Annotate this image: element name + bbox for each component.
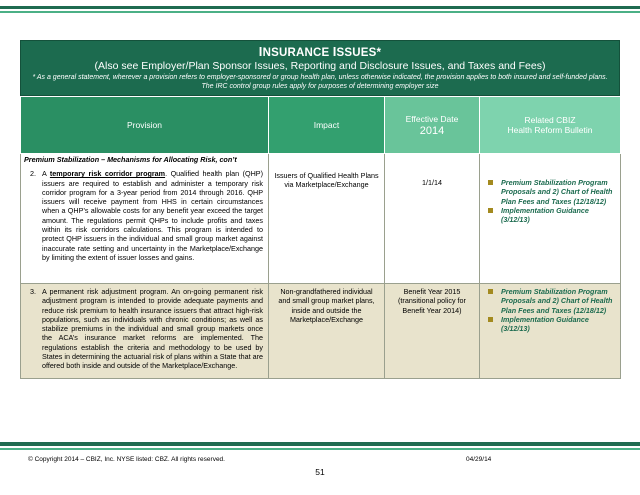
provision-cell [21, 154, 269, 284]
header-effective-date: Effective Date 2014 [385, 97, 480, 154]
bottom-stripe-dark [0, 442, 640, 446]
bulletin-link[interactable]: Implementation Guidance (3/12/13) [485, 315, 615, 334]
provision-cell [21, 284, 269, 379]
table-row [21, 284, 621, 379]
item-number: 3. [30, 287, 36, 296]
related-bulletin-cell [480, 154, 621, 284]
bottom-stripe-light [0, 448, 640, 450]
header-impact: Impact [269, 97, 385, 154]
section-heading: Premium Stabilization – Mechanisms for Allocating Risk, con’t [24, 155, 237, 164]
provision-text: A permanent risk adjustment program. An on-going permanent risk adjustment program is intended to provide adequate payments and reduce risk premium to health insurance issuers that attract high-risk populations, such as individuals with chronic conditions; as well as stabilize premiums in the individual and small group markets once the ACA’s insurance market reforms are implemented. The regulations establish the criteria and methodology to be used by States in determining the actuarial risk of plans within a State that are offered both inside and outside of the Marketplace/Exchange. [42, 287, 263, 371]
top-stripe-dark [0, 6, 640, 9]
impact-cell: Issuers of Qualified Health Plans via Marketplace/Exchange [269, 154, 385, 284]
table-header-row [21, 97, 621, 154]
slide-content [20, 40, 620, 379]
square-bullet-icon [488, 317, 493, 322]
item-number: 2. [30, 169, 36, 179]
bulletin-link[interactable]: Premium Stabilization Program Proposals and 2) Chart of Health Plan Fees and Taxes (12/18/12) [485, 178, 615, 206]
page-title: INSURANCE ISSUES* [258, 44, 382, 59]
effective-date-cell: 1/1/14 [385, 154, 480, 284]
impact-cell: Non-grandfathered individual and small group market plans, inside and outside the Marketplace/Exchange [269, 284, 385, 379]
footer-copyright: © Copyright 2014 – CBIZ, Inc. NYSE listed: CBZ. All rights reserved. [28, 456, 225, 463]
bulletin-link[interactable]: Implementation Guidance (3/12/13) [485, 206, 615, 225]
table-row [21, 154, 621, 284]
square-bullet-icon [488, 289, 493, 294]
square-bullet-icon [488, 208, 493, 213]
square-bullet-icon [488, 180, 493, 185]
provision-text: A temporary risk corridor program. Qualified health plan (QHP) issuers are required to establish and administer a temporary risk corridor program for a 3-year period from 2014 through 2016. QHP issuers will receive payment from HHS in certain circumstances when a QHP’s allowable costs for any benefit year exceed the target amount. The regulations permit QHPs to include profits and taxes within its risk corridors calculations. This program is intended to protect QHP issuers in the individual and small group market against inaccurate rate setting and uncertainty in the Marketplace/Exchange by limiting the extent of issuer losses and gains. [42, 169, 263, 262]
bulletin-link[interactable]: Premium Stabilization Program Proposals and 2) Chart of Health Plan Fees and Taxes (12/18/12) [485, 287, 615, 315]
title-banner [20, 40, 620, 96]
related-bulletin-cell [480, 284, 621, 379]
footer-date: 04/29/14 [466, 456, 492, 463]
page-number: 51 [315, 467, 325, 477]
header-related-bulletin: Related CBIZ Health Reform Bulletin [480, 97, 621, 154]
top-stripe-light [0, 11, 640, 13]
page-subtitle: (Also see Employer/Plan Sponsor Issues, Reporting and Disclosure Issues, and Taxes and Fees) [94, 60, 546, 72]
header-provision: Provision [21, 97, 269, 154]
insurance-issues-table [20, 96, 621, 379]
general-note: * As a general statement, wherever a provision refers to employer-sponsored or group health plan, unless otherwise indicated, the provision applies to both insured and self-funded plans. The IRC control group rules apply for purposes of determining employer size [32, 74, 608, 90]
effective-date-cell: Benefit Year 2015 (transitional policy for Benefit Year 2014) [385, 284, 480, 379]
